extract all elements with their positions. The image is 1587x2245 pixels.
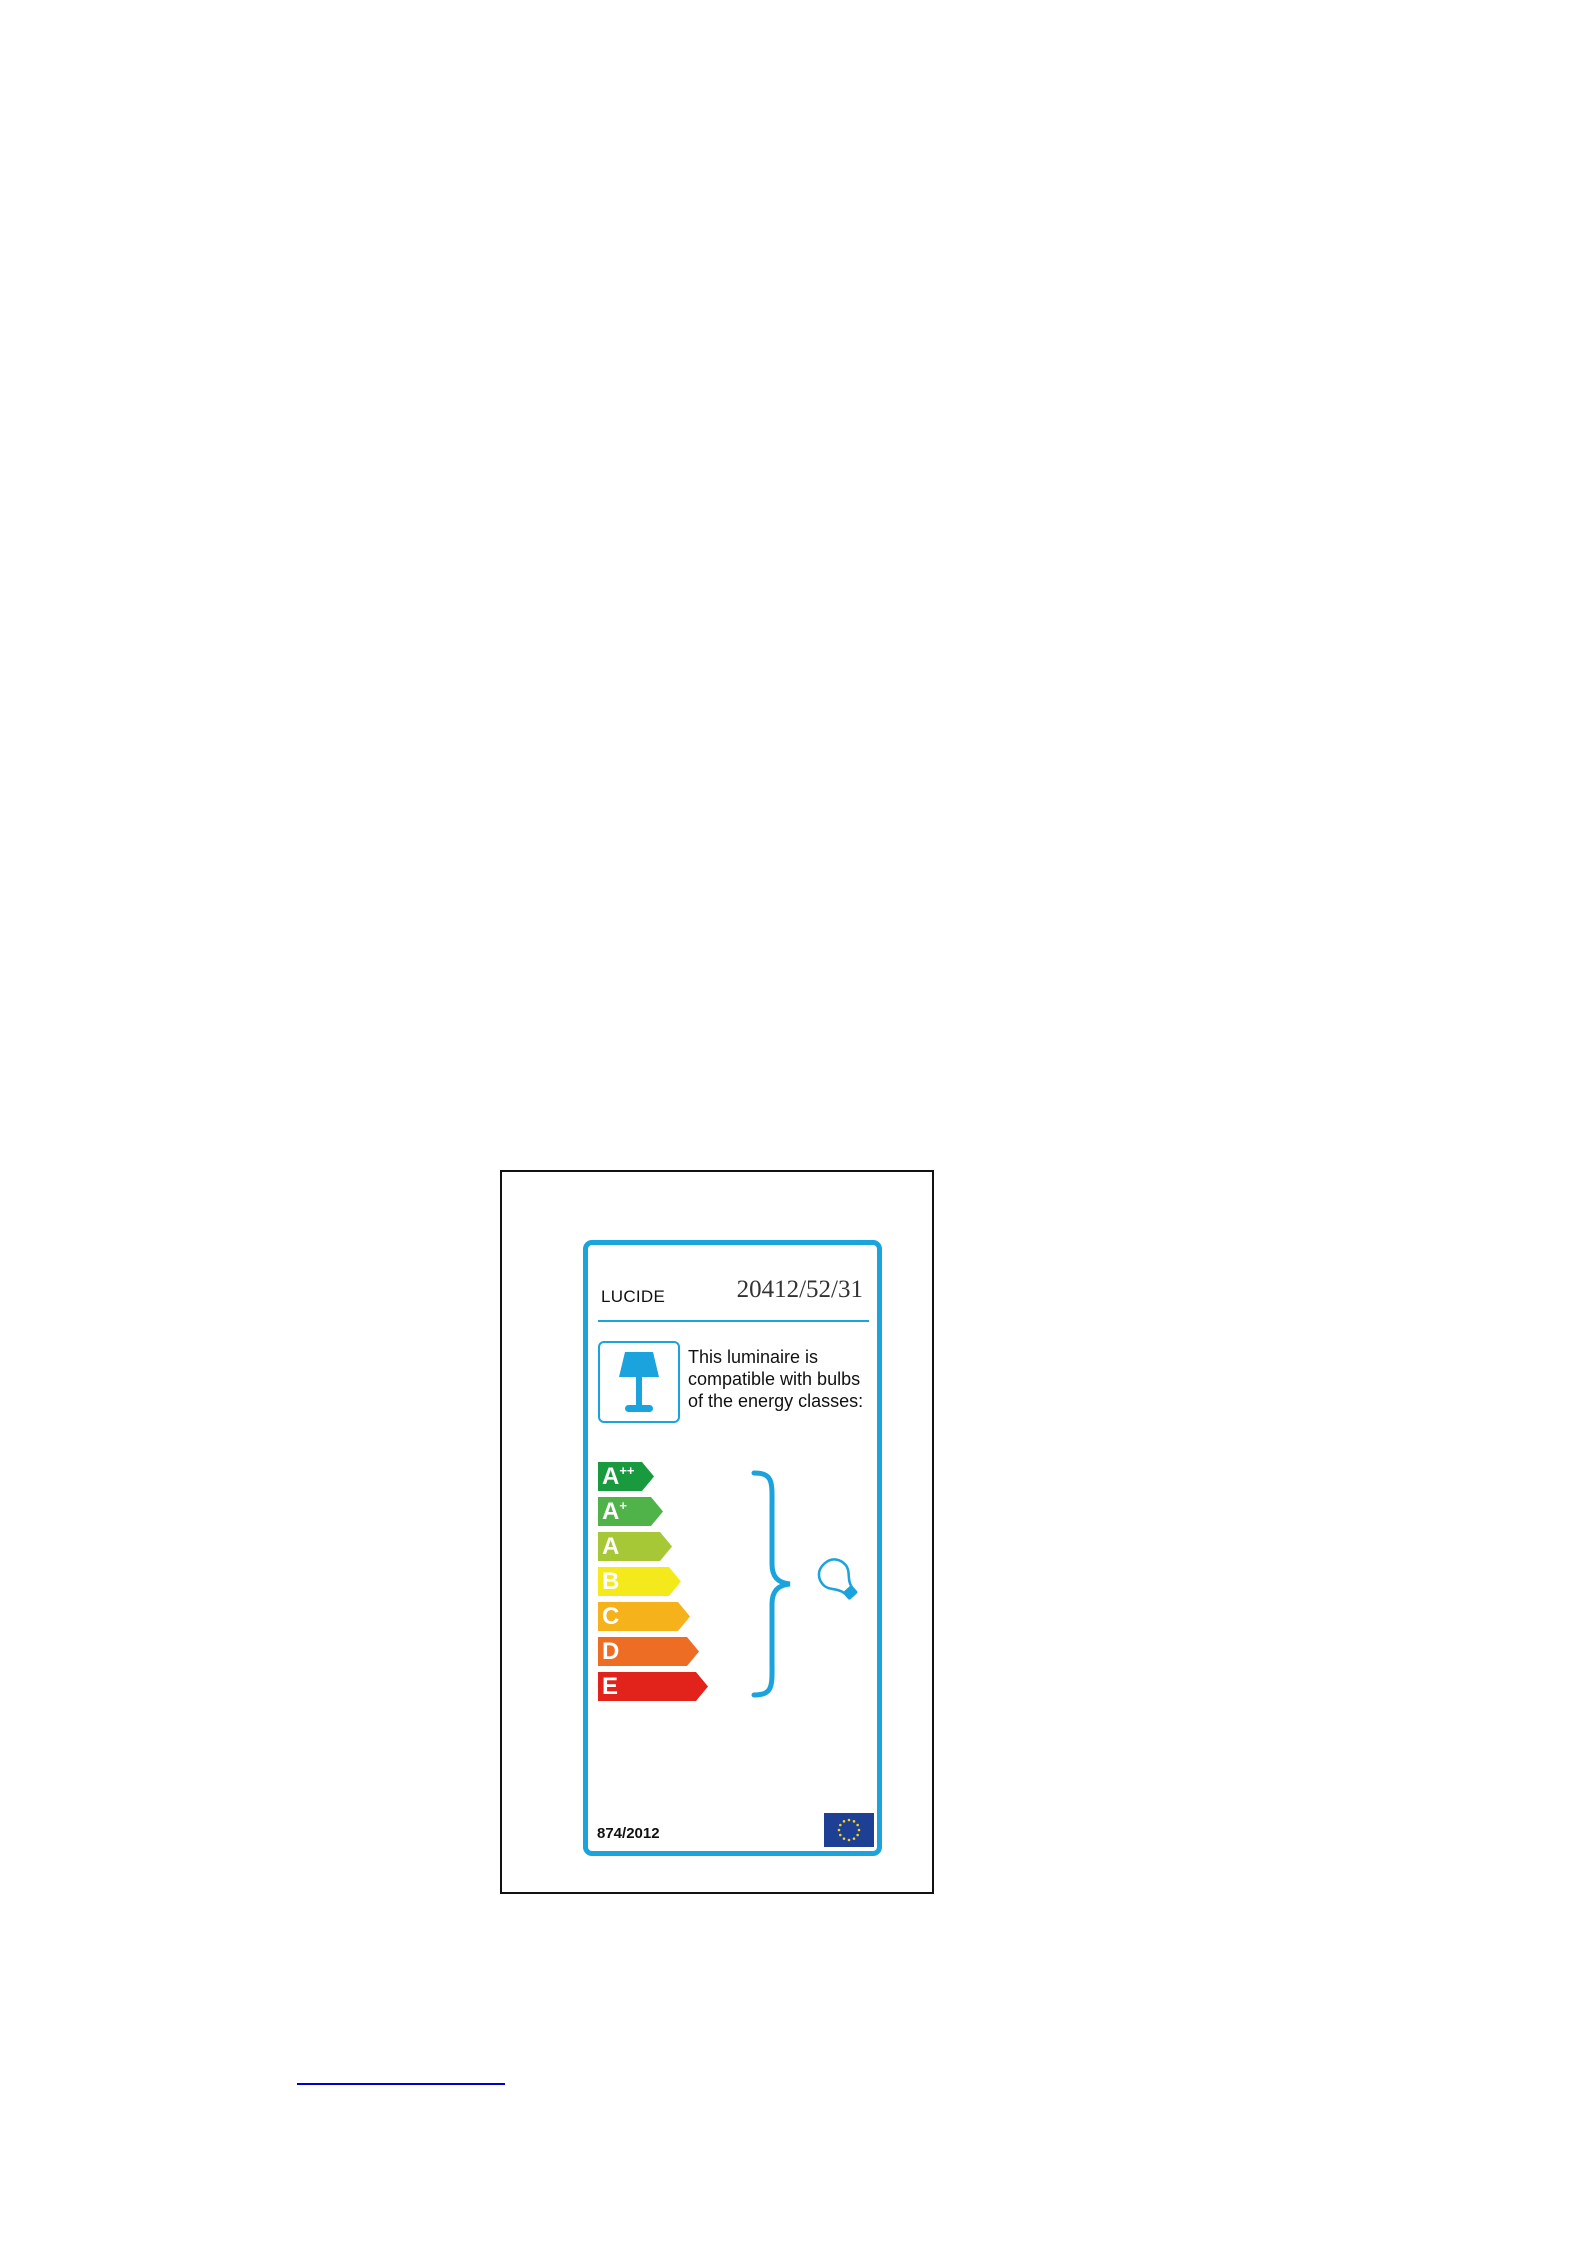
model-number: 20412/52/31 bbox=[736, 1276, 863, 1303]
regulation-number: 874/2012 bbox=[597, 1825, 660, 1842]
footer-link-underline[interactable] bbox=[297, 2083, 505, 2085]
table-lamp-icon bbox=[598, 1341, 680, 1423]
brace-icon bbox=[748, 1469, 798, 1699]
energy-class-letter: D bbox=[602, 1638, 620, 1665]
eu-flag-icon bbox=[824, 1813, 874, 1847]
energy-class-letter: A bbox=[602, 1533, 620, 1560]
header-divider bbox=[598, 1320, 869, 1322]
energy-label bbox=[583, 1240, 882, 1856]
compatibility-text: This luminaire is compatible with bulbs of the energy classes: bbox=[688, 1347, 864, 1411]
brand-name: LUCIDE bbox=[601, 1287, 666, 1306]
light-bulb-icon bbox=[814, 1555, 864, 1605]
energy-class-letter: A++ bbox=[602, 1463, 635, 1490]
energy-class-letter: C bbox=[602, 1603, 620, 1630]
energy-class-letter: E bbox=[602, 1673, 619, 1700]
energy-class-letter: A+ bbox=[602, 1498, 627, 1525]
energy-class-letter: B bbox=[602, 1568, 620, 1595]
